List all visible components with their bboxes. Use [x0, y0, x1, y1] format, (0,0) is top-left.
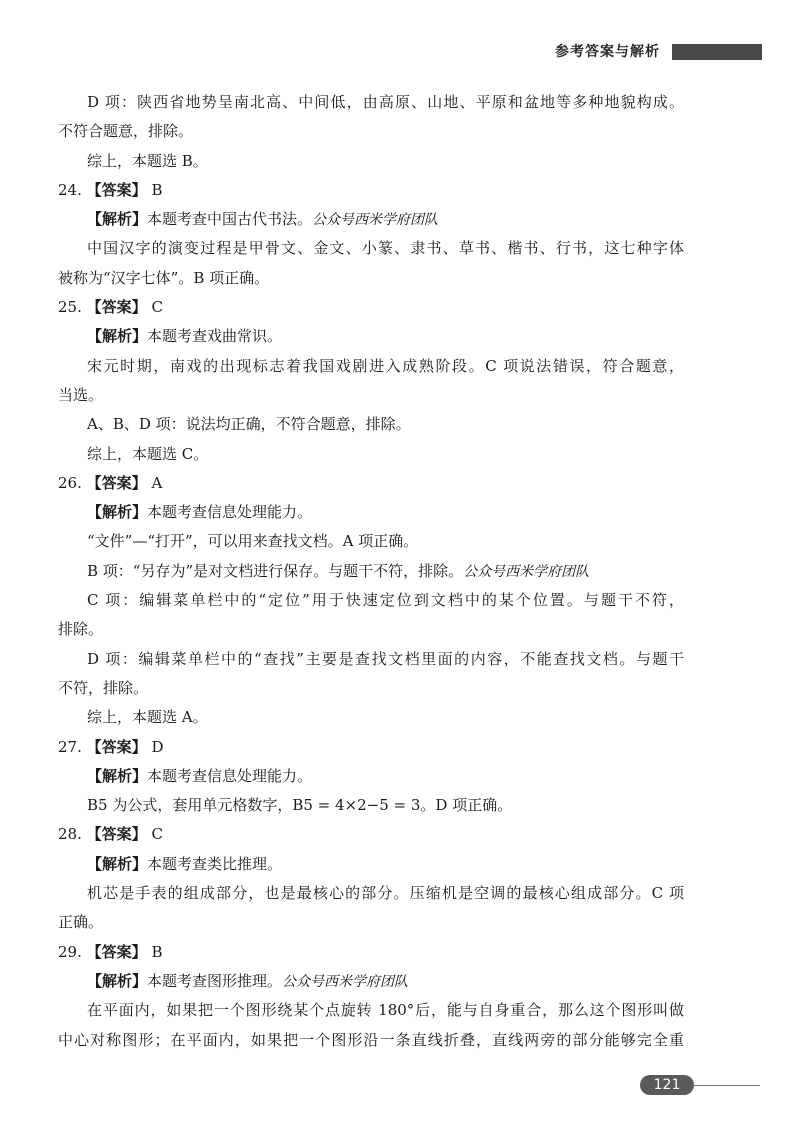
summary-line: 综上，本题选 C。 — [87, 444, 209, 463]
text-line-with-watermark — [58, 557, 684, 586]
answer-label: 【答案】 — [86, 942, 147, 961]
analysis-text: 本题考查戏曲常识。 — [147, 327, 283, 346]
text-line: “文件”—“打开”，可以用来查找文档。A 项正确。 — [87, 532, 419, 551]
watermark-text: 公众号西米学府团队 — [463, 563, 590, 580]
question-number: 28. — [58, 825, 82, 844]
text-span: B 项：“另存为”是对文档进行保存。与题干不符，排除。 — [87, 561, 464, 580]
analysis-text: 本题考查中国古代书法。 — [147, 210, 313, 229]
text-line: 当选。 — [58, 385, 104, 404]
question-number: 25. — [58, 298, 82, 317]
question-29-answer — [58, 938, 684, 967]
analysis-text: 本题考查类比推理。 — [147, 854, 283, 873]
text-line: C 项：编辑菜单栏中的“定位”用于快速定位到文档中的某个位置。与题干不符， — [87, 591, 684, 610]
question-28-answer — [58, 820, 684, 849]
answer-value: C — [151, 825, 163, 844]
text-line: D 项：陕西省地势呈南北高、中间低，由高原、山地、平原和盆地等多种地貌构成。 — [87, 93, 684, 111]
question-25-analysis — [58, 322, 684, 351]
question-number: 29. — [58, 942, 82, 961]
answer-value: A — [151, 473, 163, 492]
analysis-label: 【解析】 — [87, 210, 148, 229]
text-line: 不符合题意，排除。 — [58, 122, 194, 141]
question-number: 26. — [58, 473, 82, 492]
question-28-analysis — [58, 850, 684, 879]
question-number: 24. — [58, 180, 82, 199]
text-line: 中国汉字的演变过程是甲骨文、金文、小篆、隶书、草书、楷书、行书，这七种字体 — [87, 239, 684, 258]
answer-value: B — [151, 180, 163, 199]
text-line: 不符，排除。 — [58, 678, 149, 697]
text-line: 被称为“汉字七体”。B 项正确。 — [58, 268, 270, 287]
text-line: A、B、D 项：说法均正确，不符合题意，排除。 — [87, 415, 411, 434]
answer-label: 【答案】 — [86, 737, 147, 756]
analysis-label: 【解析】 — [87, 503, 148, 522]
text-line: 中心对称图形；在平面内，如果把一个图形沿一条直线折叠，直线两旁的部分能够完全重 — [58, 1030, 684, 1049]
analysis-text: 本题考查信息处理能力。 — [147, 766, 313, 785]
page-number: 121 — [640, 1075, 694, 1095]
question-number: 27. — [58, 737, 82, 756]
question-26-answer — [58, 469, 684, 498]
analysis-label: 【解析】 — [87, 766, 148, 785]
analysis-text: 本题考查图形推理。 — [147, 971, 283, 990]
header-bar — [672, 44, 762, 60]
question-25-answer — [58, 293, 684, 322]
question-27-answer — [58, 733, 684, 762]
question-24-answer — [58, 176, 684, 205]
text-line: 在平面内，如果把一个图形绕某个点旋转 180°后，能与自身重合，那么这个图形叫做 — [87, 1001, 684, 1020]
summary-line: 综上，本题选 A。 — [87, 708, 208, 727]
analysis-label: 【解析】 — [87, 854, 148, 873]
text-line: D 项：编辑菜单栏中的“查找”主要是查找文档里面的内容，不能查找文档。与题干 — [87, 649, 684, 668]
answer-value: D — [151, 737, 164, 756]
watermark-text: 公众号西米学府团队 — [312, 212, 439, 229]
summary-line: 综上，本题选 B。 — [87, 151, 208, 170]
question-29-analysis — [58, 967, 684, 996]
text-line: B5 为公式，套用单元格数字，B5 = 4×2−5 = 3。D 项正确。 — [87, 796, 513, 815]
section-title: 参考答案与解析 — [555, 44, 660, 60]
answer-label: 【答案】 — [86, 825, 147, 844]
answer-value: C — [151, 298, 163, 317]
text-line: 机芯是手表的组成部分，也是最核心的部分。压缩机是空调的最核心组成部分。C 项 — [87, 884, 684, 903]
text-line: 排除。 — [58, 620, 104, 639]
footer-rule — [694, 1085, 760, 1086]
question-24-analysis — [58, 205, 684, 234]
page-footer — [0, 1071, 800, 1097]
question-27-analysis — [58, 762, 684, 791]
analysis-label: 【解析】 — [87, 971, 148, 990]
text-line: 宋元时期，南戏的出现标志着我国戏剧进入成熟阶段。C 项说法错误，符合题意， — [87, 356, 684, 375]
analysis-text: 本题考查信息处理能力。 — [147, 503, 313, 522]
answer-label: 【答案】 — [86, 180, 147, 199]
analysis-label: 【解析】 — [87, 327, 148, 346]
text-line: 正确。 — [58, 913, 104, 932]
answer-value: B — [151, 942, 163, 961]
page-header — [0, 42, 800, 62]
page-content — [58, 88, 684, 1055]
question-26-analysis — [58, 498, 684, 527]
answer-label: 【答案】 — [86, 473, 147, 492]
watermark-text: 公众号西米学府团队 — [282, 973, 409, 990]
answer-label: 【答案】 — [86, 298, 147, 317]
